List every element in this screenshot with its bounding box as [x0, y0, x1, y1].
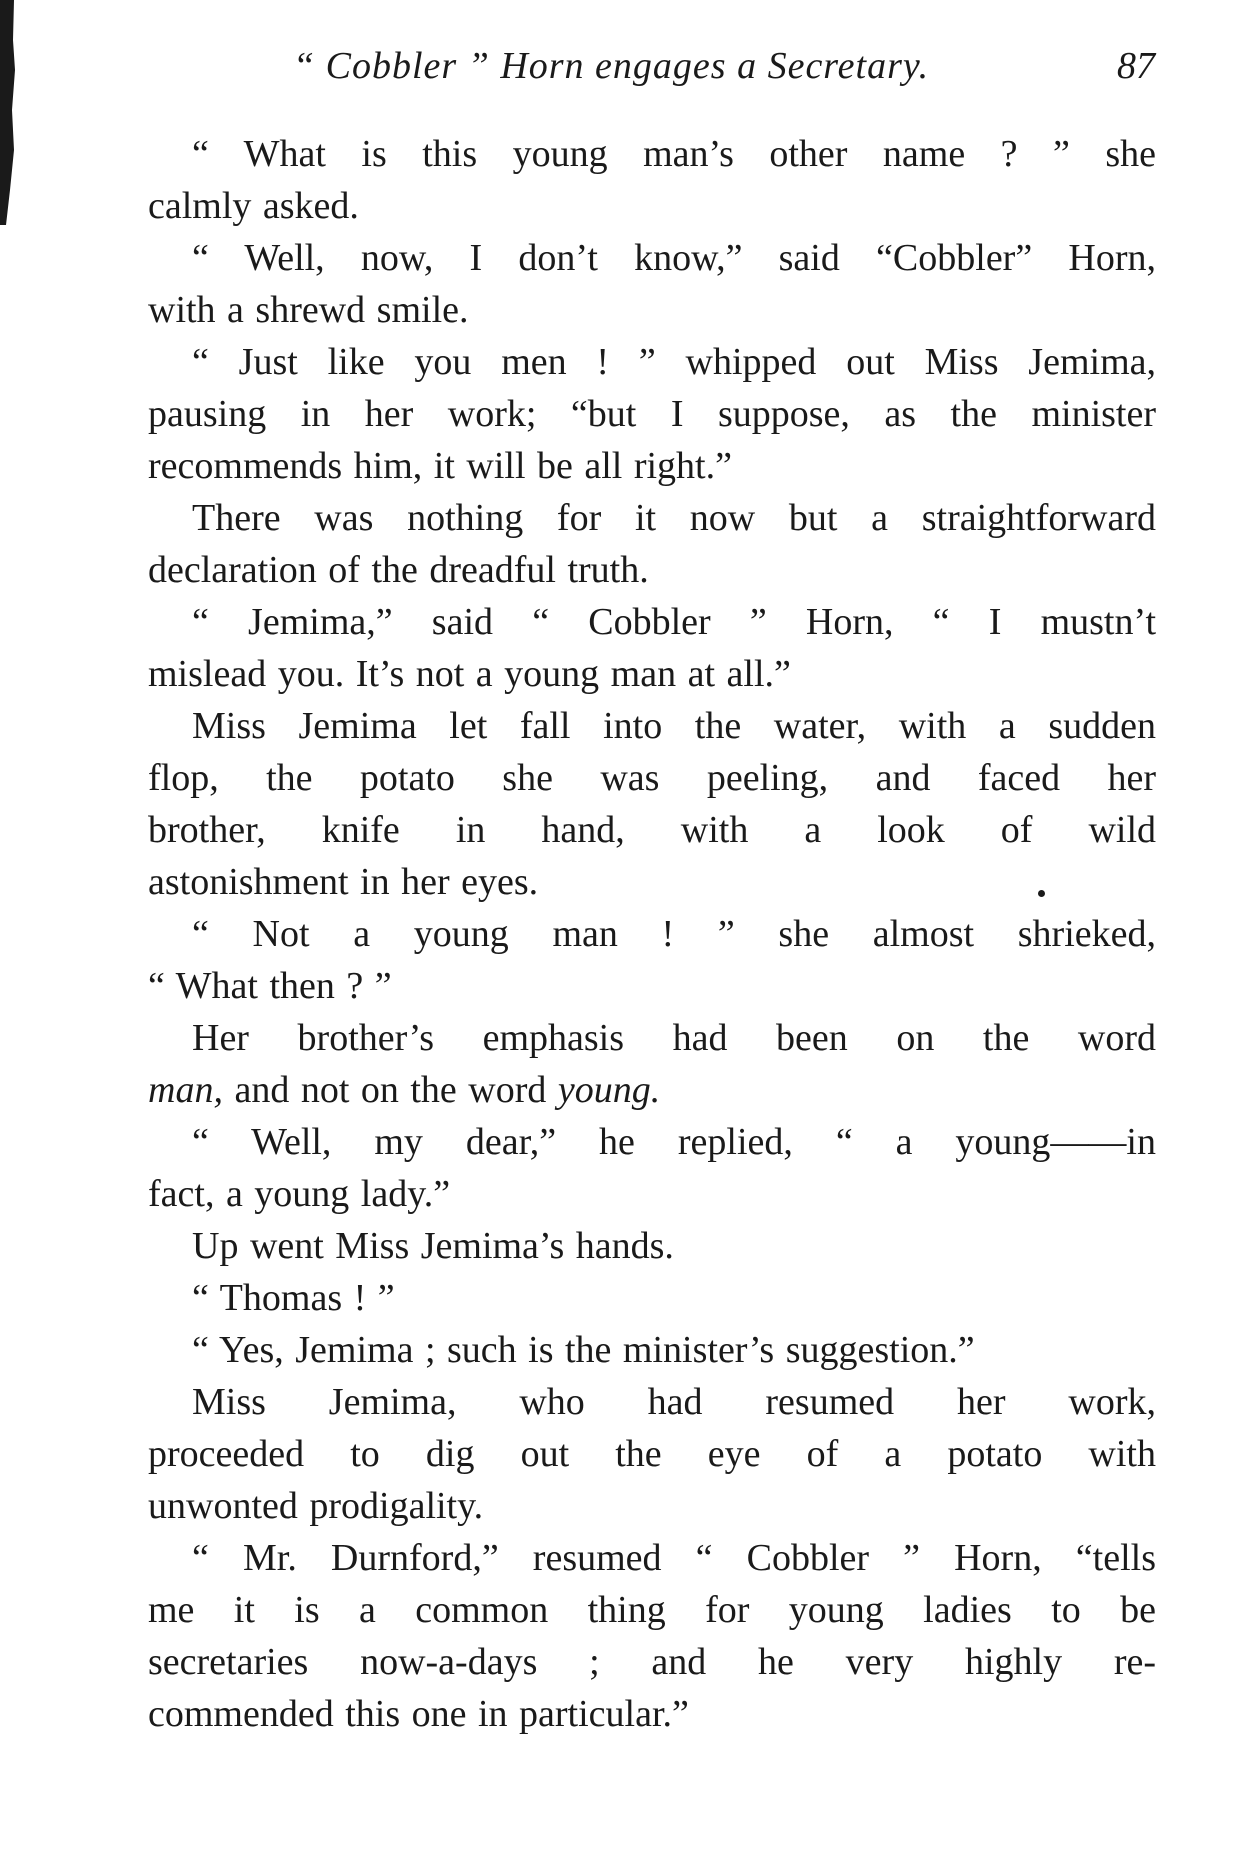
text-line: “ Well, now, I don’t know,” said “Cobbler” Horn,	[192, 237, 1156, 279]
text-line: “ What is this young man’s other name ? ” she	[192, 133, 1156, 175]
emphasized-word: man,	[148, 1069, 223, 1111]
text-line: proceeded to dig out the eye of a potato with	[148, 1433, 1156, 1475]
chapter-title: “ Cobbler ” Horn engages a Secretary.	[293, 45, 930, 87]
text-line: recommends him, it will be all right.”	[148, 445, 732, 487]
page-number: 87	[1117, 45, 1155, 87]
text-line: “ Jemima,” said “ Cobbler ” Horn, “ I mustn’t	[192, 601, 1156, 643]
text-line: secretaries now-a-days ; and he very highly re-	[148, 1641, 1156, 1683]
text-line: with a shrewd smile.	[148, 289, 469, 331]
text-line: declaration of the dreadful truth.	[148, 549, 649, 591]
text-line: unwonted prodigality.	[148, 1485, 484, 1527]
text-line: astonishment in her eyes.	[148, 861, 539, 903]
text-line: Her brother’s emphasis had been on the word	[192, 1017, 1156, 1059]
text-line: fact, a young lady.”	[148, 1173, 451, 1215]
text-line: brother, knife in hand, with a look of wild	[148, 809, 1156, 851]
text-line: commended this one in particular.”	[148, 1693, 689, 1735]
text-line: “ Yes, Jemima ; such is the minister’s suggestion.”	[192, 1329, 975, 1371]
text-line: “ Not a young man ! ” she almost shrieked,	[192, 913, 1156, 955]
page-body	[148, 128, 1156, 1740]
text-line: “ What then ? ”	[148, 965, 392, 1007]
emphasized-word: young.	[557, 1069, 661, 1111]
text-line: “ Thomas ! ”	[192, 1277, 395, 1319]
text-line: Up went Miss Jemima’s hands.	[192, 1225, 674, 1267]
text-line: Miss Jemima let fall into the water, with a sudden	[192, 705, 1156, 747]
ink-speck	[1038, 890, 1045, 897]
text-line: There was nothing for it now but a straightforward	[192, 497, 1156, 539]
running-head	[145, 36, 1155, 96]
text-line: “ Well, my dear,” he replied, “ a young——in	[192, 1121, 1156, 1163]
text-line: pausing in her work; “but I suppose, as the minister	[148, 393, 1156, 435]
text-line: “ Mr. Durnford,” resumed “ Cobbler ” Horn, “tells	[192, 1537, 1156, 1579]
binding-edge-shadow	[0, 0, 24, 225]
text-line: Miss Jemima, who had resumed her work,	[192, 1381, 1156, 1423]
text-line: mislead you. It’s not a young man at all.”	[148, 653, 791, 695]
text-line: flop, the potato she was peeling, and faced her	[148, 757, 1156, 799]
text-line: “ Just like you men ! ” whipped out Miss Jemima,	[192, 341, 1156, 383]
text-line-emphasis	[148, 1064, 1156, 1116]
text-fragment: and not on the word	[222, 1069, 558, 1111]
text-line: me it is a common thing for young ladies to be	[148, 1589, 1156, 1631]
text-line: calmly asked.	[148, 185, 359, 227]
